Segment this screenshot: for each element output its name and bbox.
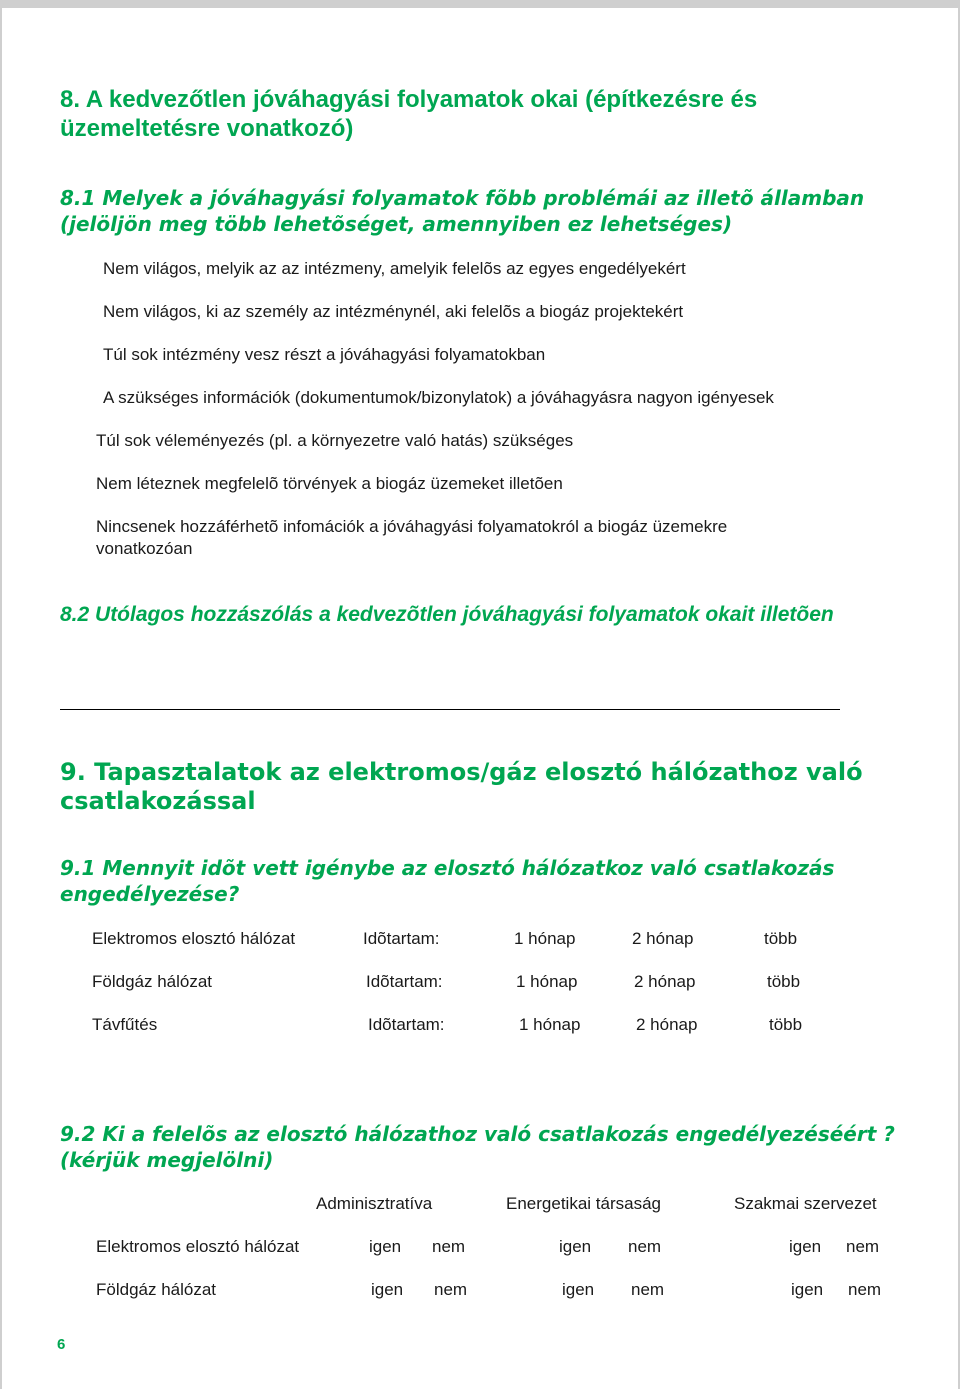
question-8-1-line2: (jelöljön meg több lehetõséget, amennyiben ez lehetséges) [60,212,733,236]
section-8-heading-line2: üzemeltetésre vonatkozó) [60,115,354,142]
duration-option-1-month[interactable]: 1 hónap [519,1015,581,1034]
column-header-professional-org: Szakmai szervezet [734,1194,877,1213]
resp-admin-yes[interactable]: igen [371,1280,404,1299]
duration-label: Idõtartam: [366,972,443,991]
resp-admin-no[interactable]: nem [432,1237,466,1256]
resp-energy-yes[interactable]: igen [559,1237,592,1256]
question-8-1-line1: 8.1 Melyek a jóváhagyási folyamatok fõbb problémái az illetõ államban [60,186,865,210]
answer-line[interactable] [60,709,840,710]
resp-energy-no[interactable]: nem [631,1280,665,1299]
duration-option-2-months[interactable]: 2 hónap [634,972,696,991]
option-no-proper-laws[interactable]: Nem léteznek megfelelõ törvények a biogáz üzemeket illetõen [96,474,563,493]
option-too-many-institutions[interactable]: Túl sok intézmény vesz részt a jóváhagyási folyamatokban [103,345,546,364]
duration-option-1-month[interactable]: 1 hónap [516,972,578,991]
question-9-2-line1: 9.2 Ki a felelõs az elosztó hálózathoz való csatlakozás engedélyezéséért ? [60,1122,895,1146]
resp-admin-yes[interactable]: igen [369,1237,402,1256]
duration-option-more[interactable]: több [767,972,801,991]
duration-row-name: Földgáz hálózat [92,972,213,991]
option-no-information-line1[interactable]: Nincsenek hozzáférhetõ infomációk a jóváhagyási folyamatokról a biogáz üzemekre [96,517,728,536]
duration-option-more[interactable]: több [769,1015,803,1034]
question-9-1-line1: 9.1 Mennyit idõt vett igénybe az elosztó hálózatkoz való csatlakozás [60,856,835,880]
duration-option-more[interactable]: több [764,929,798,948]
question-9-1-line2: engedélyezése? [60,882,240,906]
duration-row-name: Távfűtés [92,1015,158,1034]
resp-row-name: Elektromos elosztó hálózat [96,1237,300,1256]
resp-admin-no[interactable]: nem [434,1280,468,1299]
duration-option-1-month[interactable]: 1 hónap [514,929,576,948]
resp-energy-yes[interactable]: igen [562,1280,595,1299]
duration-label: Idõtartam: [363,929,440,948]
option-too-many-reviews[interactable]: Túl sok véleményezés (pl. a környezetre való hatás) szükséges [96,431,574,450]
option-unclear-institution[interactable]: Nem világos, melyik az az intézmeny, amelyik felelõs az egyes engedélyekért [103,259,686,278]
question-9-2-line2: (kérjük megjelölni) [60,1148,274,1172]
duration-option-2-months[interactable]: 2 hónap [632,929,694,948]
duration-row-name: Elektromos elosztó hálózat [92,929,296,948]
column-header-administrative: Adminisztratíva [316,1194,433,1213]
page-frame-top [0,0,960,8]
duration-option-2-months[interactable]: 2 hónap [636,1015,698,1034]
resp-professional-no[interactable]: nem [848,1280,882,1299]
page-frame-left [0,0,2,1389]
question-8-2: 8.2 Utólagos hozzászólás a kedvezõtlen jóváhagyási folyamatok okait illetõen [60,603,834,626]
option-no-information-line2: vonatkozóan [96,539,193,558]
resp-professional-no[interactable]: nem [846,1237,880,1256]
resp-energy-no[interactable]: nem [628,1237,662,1256]
section-8-heading-line1: 8. A kedvezőtlen jóváhagyási folyamatok okai (építkezésre és [60,86,758,113]
section-9-heading-line2: csatlakozással [60,787,256,815]
duration-label: Idõtartam: [368,1015,445,1034]
resp-row-name: Földgáz hálózat [96,1280,217,1299]
option-unclear-person[interactable]: Nem világos, ki az személy az intézménynél, aki felelõs a biogáz projektekért [103,302,684,321]
page-number: 6 [57,1336,66,1353]
option-demanding-documents[interactable]: A szükséges információk (dokumentumok/bizonylatok) a jóváhagyásra nagyon igényesek [103,388,774,407]
section-9-heading-line1: 9. Tapasztalatok az elektromos/gáz elosztó hálózathoz való [60,758,863,786]
resp-professional-yes[interactable]: igen [791,1280,824,1299]
column-header-energy-company: Energetikai társaság [506,1194,661,1213]
resp-professional-yes[interactable]: igen [789,1237,822,1256]
